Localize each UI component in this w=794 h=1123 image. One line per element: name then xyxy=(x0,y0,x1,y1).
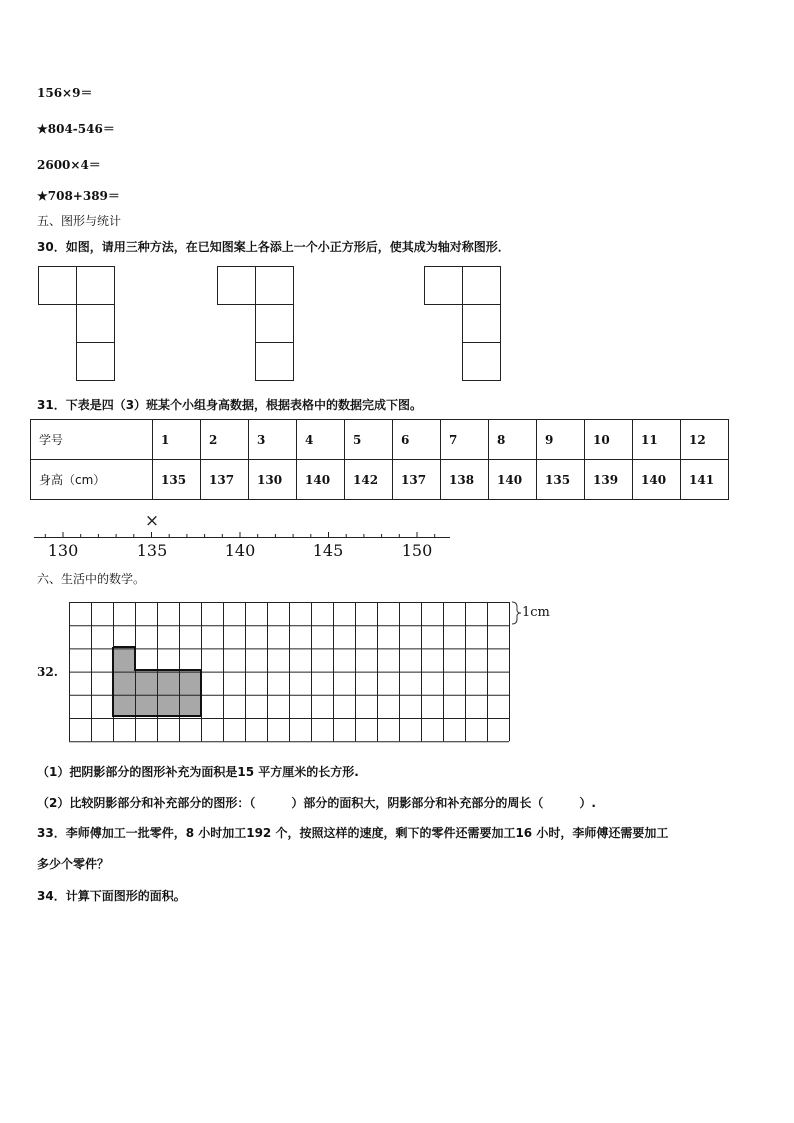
table-cell: 12 xyxy=(681,420,729,460)
table-cell: 141 xyxy=(681,460,729,500)
height-table xyxy=(30,419,729,500)
table-cell: 137 xyxy=(393,460,441,500)
question-32-label: 32. xyxy=(37,665,58,679)
table-cell: 130 xyxy=(249,460,297,500)
table-cell: 135 xyxy=(537,460,585,500)
table-cell: 5 xyxy=(345,420,393,460)
calc-4: ★708+389＝ xyxy=(37,189,120,203)
table-cell: 11 xyxy=(633,420,681,460)
number-line xyxy=(30,508,460,563)
q30-figure-1 xyxy=(38,266,118,384)
table-cell: 10 xyxy=(585,420,633,460)
table-cell: 139 xyxy=(585,460,633,500)
shaded-shape-top xyxy=(113,647,135,670)
table-cell: 4 xyxy=(297,420,345,460)
table-header-height: 身高（cm） xyxy=(31,460,153,500)
table-row xyxy=(31,420,729,460)
axis-label-150: 150 xyxy=(401,541,433,560)
table-cell: 2 xyxy=(201,420,249,460)
unit-label: 1cm xyxy=(522,605,550,620)
question-32-part2: （2）比较阴影部分和补充部分的图形：（ ）部分的面积大，阴影部分和补充部分的周长（ ）. xyxy=(37,796,596,810)
table-row xyxy=(31,460,729,500)
section6-title: 六、生活中的数学。 xyxy=(37,572,146,586)
table-cell: 140 xyxy=(297,460,345,500)
question-33-line1: 33．李师傅加工一批零件，8 小时加工192 个，按照这样的速度，剩下的零件还需要加工16 小时，李师傅还需要加工 xyxy=(37,826,669,840)
cross-mark: × xyxy=(144,511,160,531)
calc-2: ★804-546＝ xyxy=(37,122,115,136)
table-cell: 138 xyxy=(441,460,489,500)
axis-label-140: 140 xyxy=(224,541,256,560)
square-grid xyxy=(67,601,511,743)
q30-figure-3 xyxy=(424,266,504,384)
table-cell: 137 xyxy=(201,460,249,500)
q30-figure-2 xyxy=(217,266,297,384)
section5-title: 五、图形与统计 xyxy=(37,214,122,228)
table-cell: 1 xyxy=(153,420,201,460)
calc-3: 2600×4＝ xyxy=(37,158,101,172)
table-header-id: 学号 xyxy=(31,420,153,460)
table-cell: 142 xyxy=(345,460,393,500)
table-cell: 9 xyxy=(537,420,585,460)
table-cell: 140 xyxy=(489,460,537,500)
question-32-part1: （1）把阴影部分的图形补充为面积是15 平方厘米的长方形. xyxy=(37,765,359,779)
table-cell: 6 xyxy=(393,420,441,460)
table-cell: 3 xyxy=(249,420,297,460)
table-cell: 8 xyxy=(489,420,537,460)
table-cell: 140 xyxy=(633,460,681,500)
question-31: 31．下表是四（3）班某个小组身高数据，根据表格中的数据完成下图。 xyxy=(37,398,423,412)
table-cell: 135 xyxy=(153,460,201,500)
question-34: 34．计算下面图形的面积。 xyxy=(37,889,186,903)
calc-1: 156×9＝ xyxy=(37,86,93,100)
axis-label-130: 130 xyxy=(47,541,79,560)
question-33-line2: 多少个零件？ xyxy=(37,857,110,871)
axis-label-135: 135 xyxy=(136,541,168,560)
table-cell: 7 xyxy=(441,420,489,460)
question-30: 30．如图，请用三种方法，在已知图案上各添上一个小正方形后，使其成为轴对称图形． xyxy=(37,240,510,254)
axis-label-145: 145 xyxy=(312,541,344,560)
